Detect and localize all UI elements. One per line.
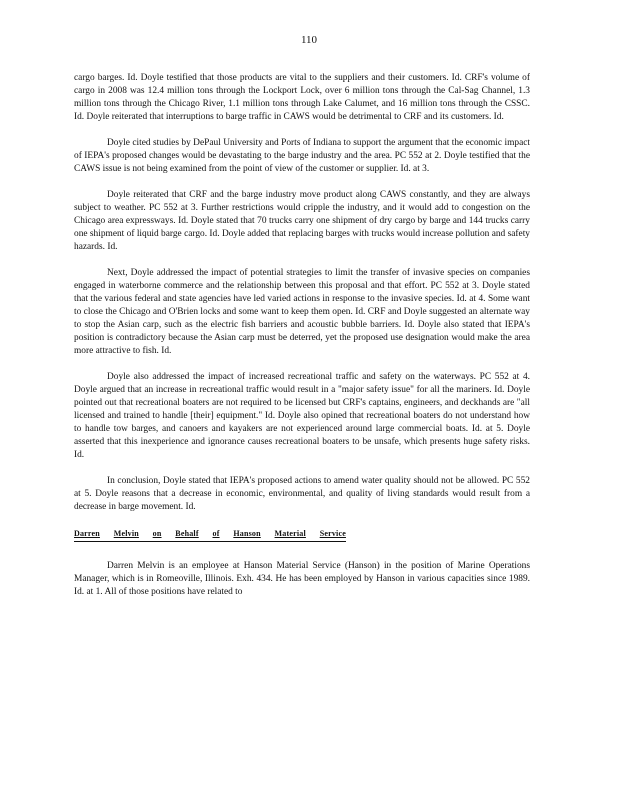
heading-word: Melvin bbox=[113, 529, 139, 538]
paragraph-cargo-volume: cargo barges. Id. Doyle testified that those products are vital to the suppliers and their customers. Id. CRF's volume of cargo in 2008 was 12.4 million tons through the Lockport Lock, over 6 million tons through the Cal-Sag Channel, 1.3 million tons through the Chicago River, 1.1 million tons through Lake Calumet, and 16 million tons through the CSSC. Id. Doyle reiterated that interruptions to barge traffic in CAWS would be detrimental to CRF and its customers. Id. bbox=[74, 73, 530, 122]
paragraph-invasive-species: Next, Doyle addressed the impact of potential strategies to limit the transfer of invasive species on companies engaged in waterborne commerce and the relationship between this proposal and that effort. PC 552 at 3. Doyle stated that the various federal and state agencies have led varied actions in response to the invasive species. Id. at 4. Some want to close the Chicago and O'Brien locks and some want to keep them open. Id. CRF and Doyle suggested an alternate way to stop the Asian carp, such as the electric fish barriers and acoustic bubble barriers. Id. Doyle also stated that IEPA's position is contradictory because the Asian carp must be deterred, yet the proposed use designation would make the area more attractive to fish. Id. bbox=[74, 268, 530, 356]
paragraph-barge-industry: Doyle reiterated that CRF and the barge industry move product along CAWS constantly, and they are always subject to weather. PC 552 at 3. Further restrictions would cripple the industry, and it would add to congestion on the Chicago area expressways. Id. Doyle stated that 70 trucks carry one shipment of dry cargo by barge and 144 trucks carry one shipment of liquid barge cargo. Id. Doyle added that replacing barges with trucks would increase pollution and safety hazards. Id. bbox=[74, 190, 530, 252]
heading-word: of bbox=[212, 529, 220, 538]
heading-word: on bbox=[152, 529, 162, 538]
heading-word: Darren bbox=[74, 529, 100, 538]
paragraph-economic-impact: Doyle cited studies by DePaul University and Ports of Indiana to support the argument that the economic impact of IEPA's proposed changes would be devastating to the barge industry and the area. PC 552 at 2. Doyle testified that the CAWS issue is not being examined from the point of view of the customer or supplier. Id. at 3. bbox=[74, 138, 530, 174]
paragraph-recreational-safety: Doyle also addressed the impact of increased recreational traffic and safety on the waterways. PC 552 at 4. Doyle argued that an increase in recreational traffic would result in a "major safety issue" for all the mariners. Id. Doyle pointed out that recreational boaters are not required to be licensed but CRF's captains, engineers, and deckhands are "all licensed and trained to handle [their] equipment." Id. Doyle also opined that recreational boaters do not understand how to handle tow barges, and canoers and kayakers are not experienced around large commercial boats. Id. at 5. Doyle asserted that this inexperience and ignorance causes recreational boaters to be unsafe, which presents huge safety risks. Id. bbox=[74, 372, 530, 460]
heading-word: Behalf bbox=[175, 529, 199, 538]
section-heading bbox=[74, 527, 346, 542]
heading-word: Hanson bbox=[233, 529, 261, 538]
heading-word: Material bbox=[274, 529, 306, 538]
document-body bbox=[74, 72, 530, 612]
page-number: 110 bbox=[300, 34, 318, 46]
paragraph-melvin-intro: Darren Melvin is an employee at Hanson Material Service (Hanson) in the position of Marine Operations Manager, which is in Romeoville, Illinois. Exh. 434. He has been employed by Hanson in various capacities since 1989. Id. at 1. All of those positions have related to bbox=[74, 561, 530, 597]
paragraph-conclusion: In conclusion, Doyle stated that IEPA's proposed actions to amend water quality should not be allowed. PC 552 at 5. Doyle reasons that a decrease in economic, environmental, and quality of living standards would result from a decrease in barge movement. Id. bbox=[74, 476, 530, 512]
heading-word: Service bbox=[319, 529, 346, 538]
